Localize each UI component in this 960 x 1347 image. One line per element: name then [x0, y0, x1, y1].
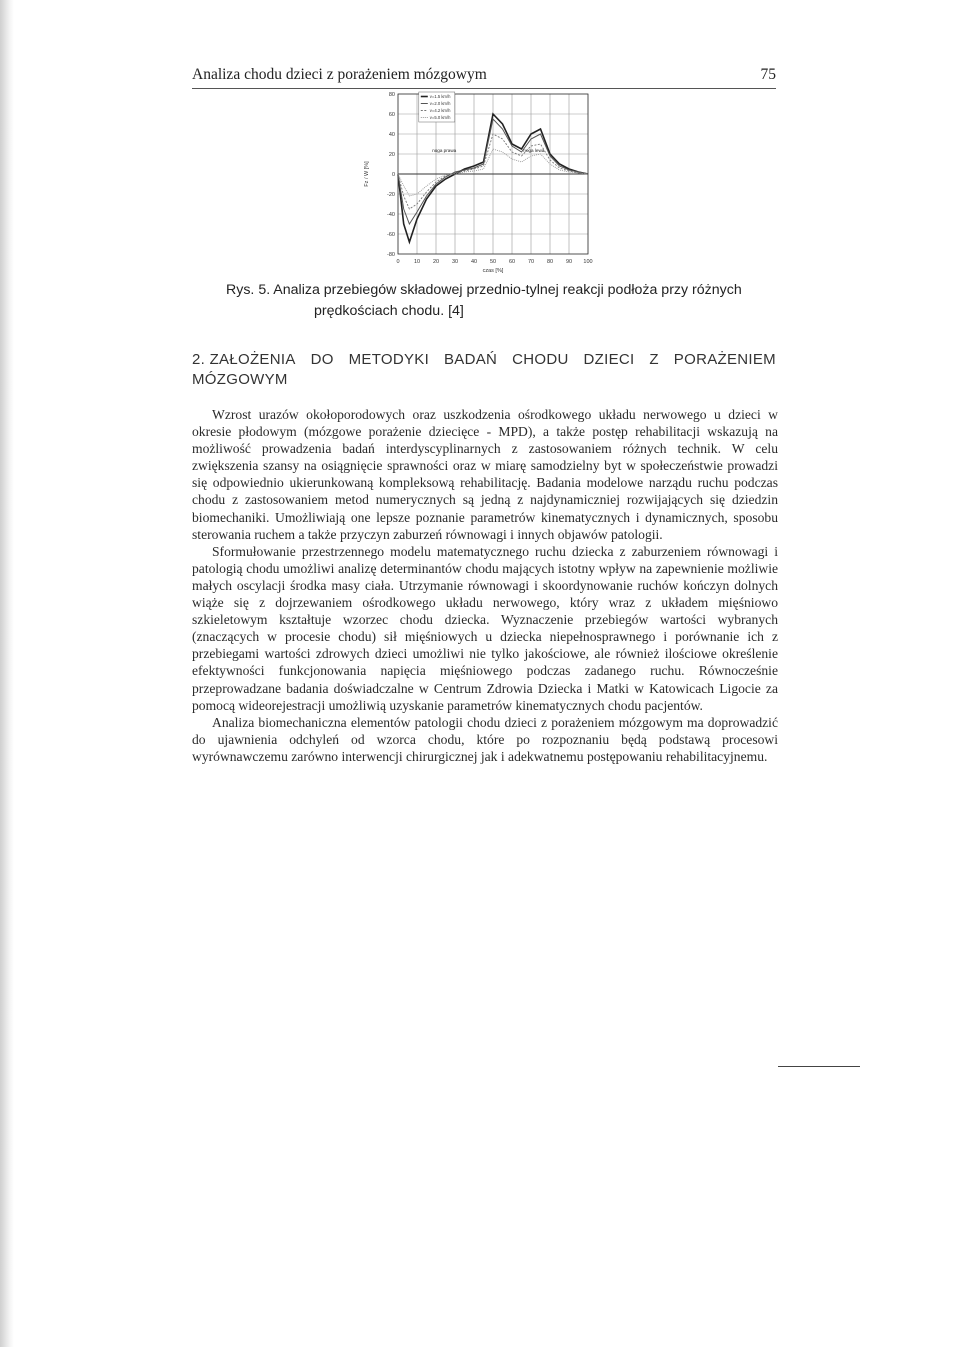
heading-word: DZIECI: [583, 351, 635, 368]
section-heading-line-1: [192, 350, 776, 370]
x-tick-label: 80: [546, 259, 554, 265]
y-tick-label: -80: [387, 252, 395, 258]
y-axis-label: Fz / W [%]: [364, 161, 370, 187]
section-heading-line-2: MÓZGOWYM: [192, 371, 288, 388]
legend-entry: v=4.2 km/h: [429, 108, 451, 113]
x-tick-label: 0: [396, 259, 400, 265]
force-chart-figure: [358, 88, 598, 278]
y-tick-label: -60: [387, 232, 395, 238]
page-number: 75: [760, 66, 776, 83]
x-tick-label: 70: [527, 259, 535, 265]
y-tick-label: 40: [388, 132, 395, 138]
figure-caption: [226, 280, 786, 322]
paragraph-2: Sformułowanie przestrzennego modelu matematycznego ruchu dziecka z zaburzeniem równowagi i patologią chodu umożliwi analizę determinantów chodu mających istotny wpływ na zapewnienie możliwie małych oscylacji środka masy ciała. Utrzymanie równowagi i skoordynowanie ruchów kończyn dolnych wiąże się z dojrzewaniem ośrodkowego układu nerwowego, który wraz z układem mięśniowo szkieletowym kształtuje wzorzec chodu dziecka. Wyznaczenie przebiegów wartości wybranych (znaczących w procesie chodu) sił mięśniowych u dziecka niepełnosprawnego i porównanie ich z przebiegami wartości zdrowych dzieci umożliwi nie tylko jakościowe, ale również ilościowe określenie efektywności funkcjonowania napięcia mięśniowego podczas zadanego ruchu. Równocześnie przeprowadzane badania doświadczalne w Centrum Zdrowia Dziecka i Matki w Katowicach Ligocie za pomocą wideorejestracji umożliwią uzyskanie parametrów kinematycznych chodu pacjentów.: [192, 543, 778, 713]
y-tick-label: -20: [387, 192, 395, 198]
scan-edge-shadow: [0, 0, 14, 1347]
heading-word: METODYKI: [348, 351, 430, 368]
header-title: Analiza chodu dzieci z porażeniem mózgowym: [192, 66, 487, 83]
caption-line-2: prędkościach chodu. [4]: [314, 303, 464, 319]
legend-entry: v=1.5 km/h: [429, 94, 451, 99]
x-tick-label: 100: [583, 259, 593, 265]
x-tick-label: 50: [489, 259, 497, 265]
footer-rule: [778, 1066, 860, 1067]
x-tick-label: 10: [413, 259, 421, 265]
caption-line-1: Rys. 5. Analiza przebiegów składowej przednio-tylnej reakcji podłoża przy różnych: [226, 282, 742, 298]
heading-word: BADAŃ: [443, 351, 498, 368]
annotation-label: noga prawa: [432, 148, 457, 153]
running-header: [192, 66, 776, 89]
heading-word: 2. ZAŁOŻENIA: [192, 351, 296, 368]
x-tick-label: 90: [565, 259, 573, 265]
x-tick-label: 20: [432, 259, 440, 265]
section-heading: [192, 350, 776, 390]
y-tick-label: 60: [388, 112, 395, 118]
force-chart: [358, 88, 598, 278]
x-axis-label: czas [%]: [482, 268, 504, 274]
heading-word: DO: [310, 351, 334, 368]
legend-entry: v=5.0 km/h: [429, 115, 451, 120]
y-tick-label: 80: [388, 92, 395, 98]
y-tick-label: 0: [391, 172, 395, 178]
heading-word: Z: [649, 351, 659, 368]
y-tick-label: 20: [388, 152, 395, 158]
x-tick-label: 30: [451, 259, 459, 265]
legend-entry: v=2.0 km/h: [429, 101, 451, 106]
paragraph-1: Wzrost urazów okołoporodowych oraz uszkodzenia ośrodkowego układu nerwowego u dzieci w okresie płodowym (mózgowe porażenie dziecięce - MPD), a także postęp rehabilitacji wskazują na możliwość prowadzenia badań interdyscyplinarnych z zastosowaniem różnych technik. W celu zwiększenia szansy na osiągnięcie sprawności oraz w miarę samodzielny byt w społeczeństwie prowadzi się odpowiednio ukierunkowaną kompleksową rehabilitację. Badania modelowe narządu ruchu podczas chodu z zastosowaniem metod numerycznych są jedną z najdynamiczniej rozwijających się dziedzin biomechaniki. Umożliwiają one lepsze poznanie parametrów kinematycznych i dynamicznych, sposobu sterowania ruchem a także przyczyn zaburzeń równowagi i innych objawów patologii.: [192, 407, 778, 542]
heading-word: CHODU: [512, 351, 569, 368]
heading-word: PORAŻENIEM: [673, 351, 776, 368]
annotation-label: noga lewa: [523, 148, 545, 153]
x-tick-label: 40: [470, 259, 478, 265]
x-tick-label: 60: [508, 259, 516, 265]
paragraph-3: Analiza biomechaniczna elementów patologii chodu dzieci z porażeniem mózgowym ma doprowadzić do ujawnienia odchyleń od wzorca chodu, które po rozpoznaniu będą podstawą procesowi wyrównawczemu zarówno interwencji chirurgicznej jak i adekwatnemu postępowaniu rehabilitacyjnemu.: [192, 714, 778, 764]
y-tick-label: -40: [387, 212, 395, 218]
body-text: [192, 406, 778, 765]
